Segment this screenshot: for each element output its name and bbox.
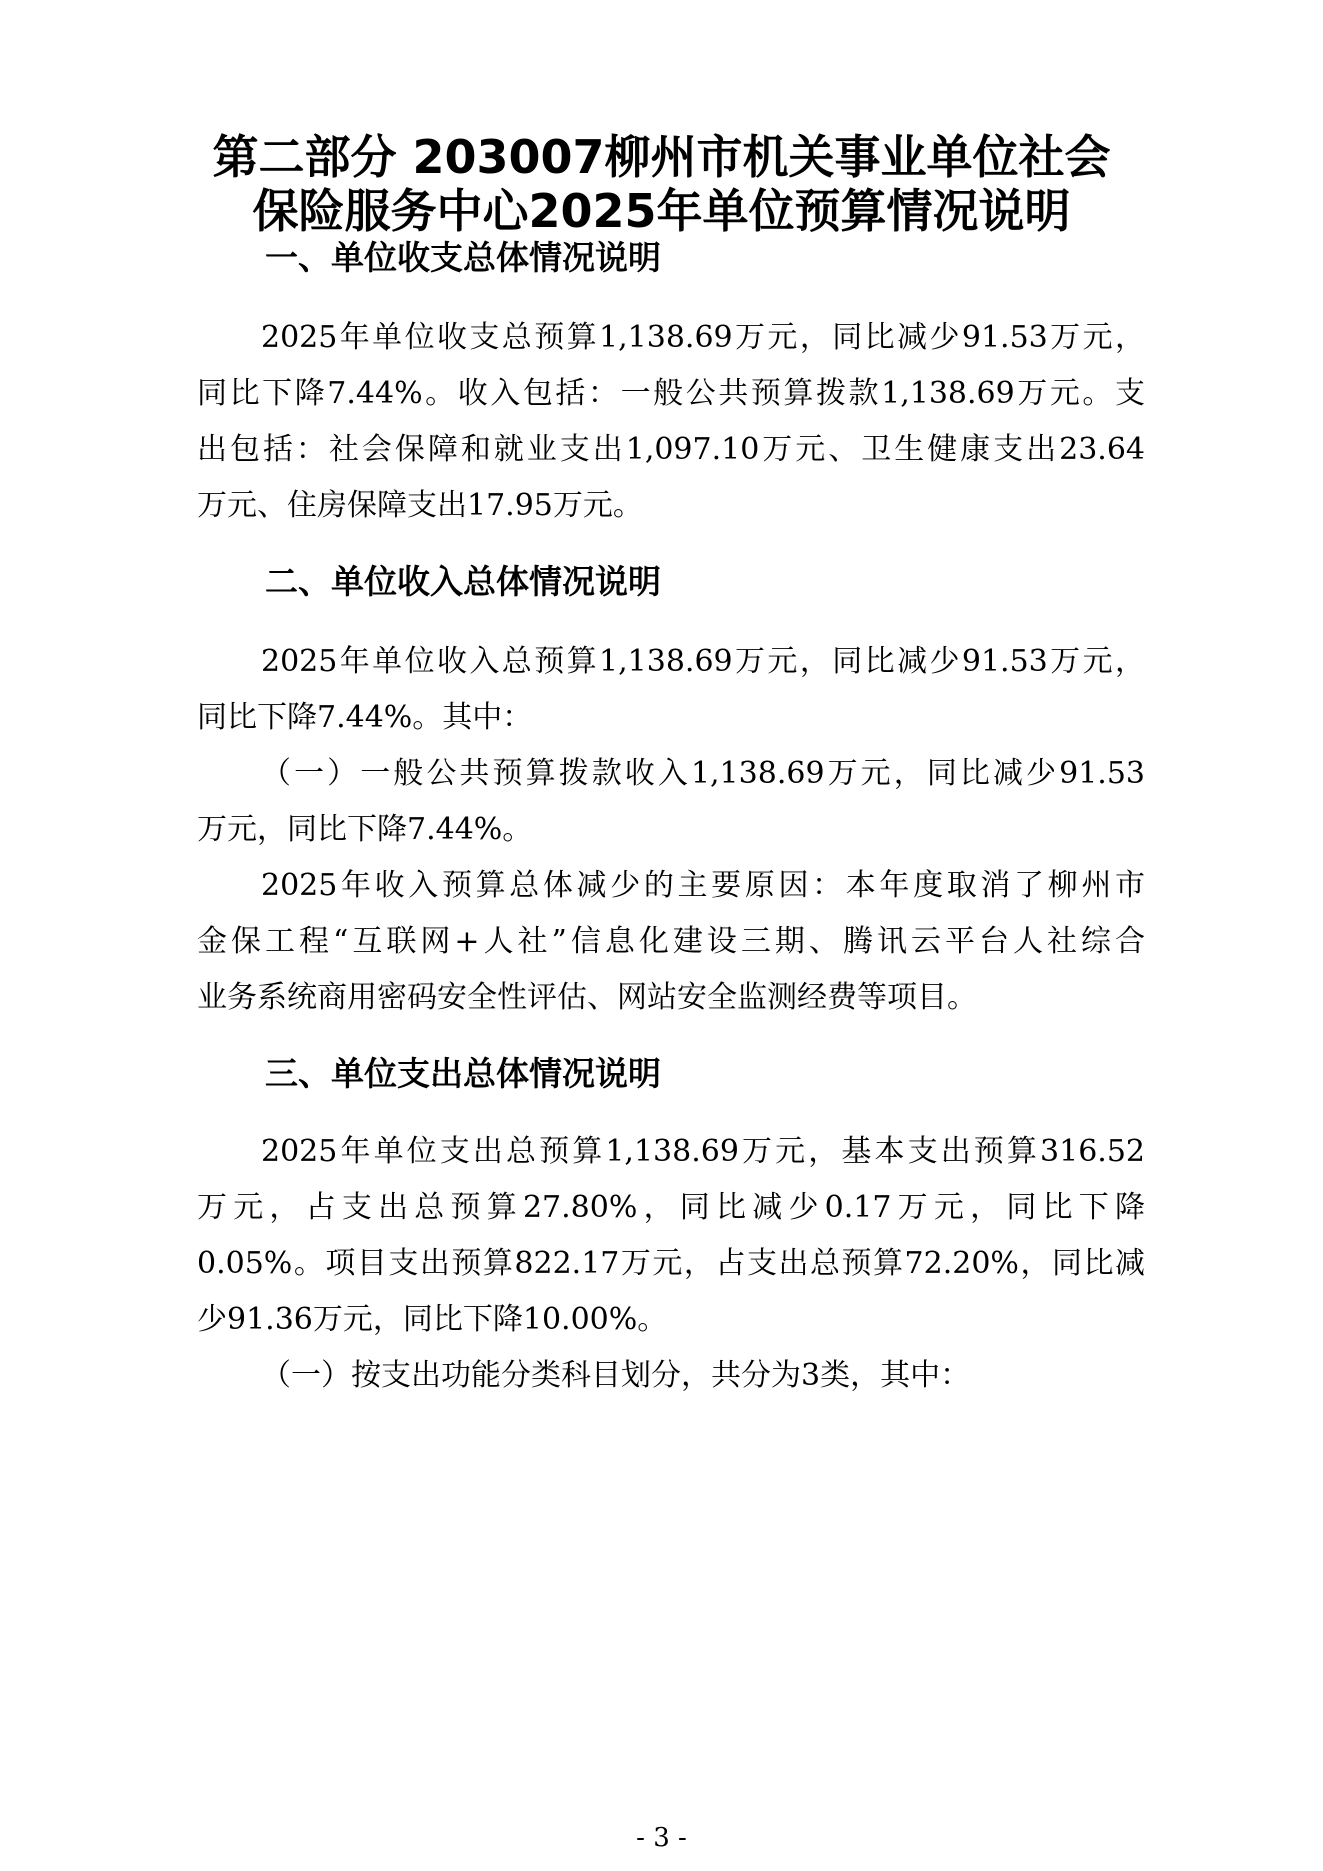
section-2-para-3-line-3: 业务系统商用密码安全性评估、网站安全监测经费等项目。 xyxy=(197,980,977,1015)
section-3-para-1-line-3: 0.05%。项目支出预算822.17万元，占支出总预算72.20%，同比减 xyxy=(197,1246,1145,1281)
section-3-para-2-line-1: （一）按支出功能分类科目划分，共分为3类，其中： xyxy=(261,1358,971,1393)
document-title-line-2: 保险服务中心2025年单位预算情况说明 xyxy=(252,184,1071,238)
section-2-para-2-line-1: （一）一般公共预算拨款收入1,138.69万元，同比减少91.53 xyxy=(261,756,1145,791)
section-3-para-1-line-4: 少91.36万元，同比下降10.00%。 xyxy=(197,1302,668,1337)
section-3-heading: 三、单位支出总体情况说明 xyxy=(265,1054,661,1093)
section-1-heading: 一、单位收支总体情况说明 xyxy=(265,238,661,277)
section-3-para-1-line-1: 2025年单位支出总预算1,138.69万元，基本支出预算316.52 xyxy=(261,1134,1145,1169)
section-1-line-1: 2025年单位收支总预算1,138.69万元，同比减少91.53万元， xyxy=(261,320,1145,355)
section-2-heading: 二、单位收入总体情况说明 xyxy=(265,562,661,601)
section-3-para-1-line-2: 万元，占支出总预算27.80%，同比减少0.17万元，同比下降 xyxy=(197,1190,1145,1225)
section-1-line-3: 出包括：社会保障和就业支出1,097.10万元、卫生健康支出23.64 xyxy=(197,432,1145,467)
page-number: - 3 - xyxy=(636,1823,687,1853)
section-2-para-3-line-1: 2025年收入预算总体减少的主要原因：本年度取消了柳州市 xyxy=(261,868,1145,903)
document-title-line-1: 第二部分 203007柳州市机关事业单位社会 xyxy=(212,130,1111,184)
section-2-para-2-line-2: 万元，同比下降7.44%。 xyxy=(197,812,533,847)
section-2-para-1-line-1: 2025年单位收入总预算1,138.69万元，同比减少91.53万元， xyxy=(261,644,1145,679)
section-1-line-2: 同比下降7.44%。收入包括：一般公共预算拨款1,138.69万元。支 xyxy=(197,376,1145,411)
section-1-line-4: 万元、住房保障支出17.95万元。 xyxy=(197,488,643,523)
section-2-para-3-line-2: 金保工程“互联网+人社”信息化建设三期、腾讯云平台人社综合 xyxy=(197,924,1145,959)
section-2-para-1-line-2: 同比下降7.44%。其中： xyxy=(197,700,533,735)
